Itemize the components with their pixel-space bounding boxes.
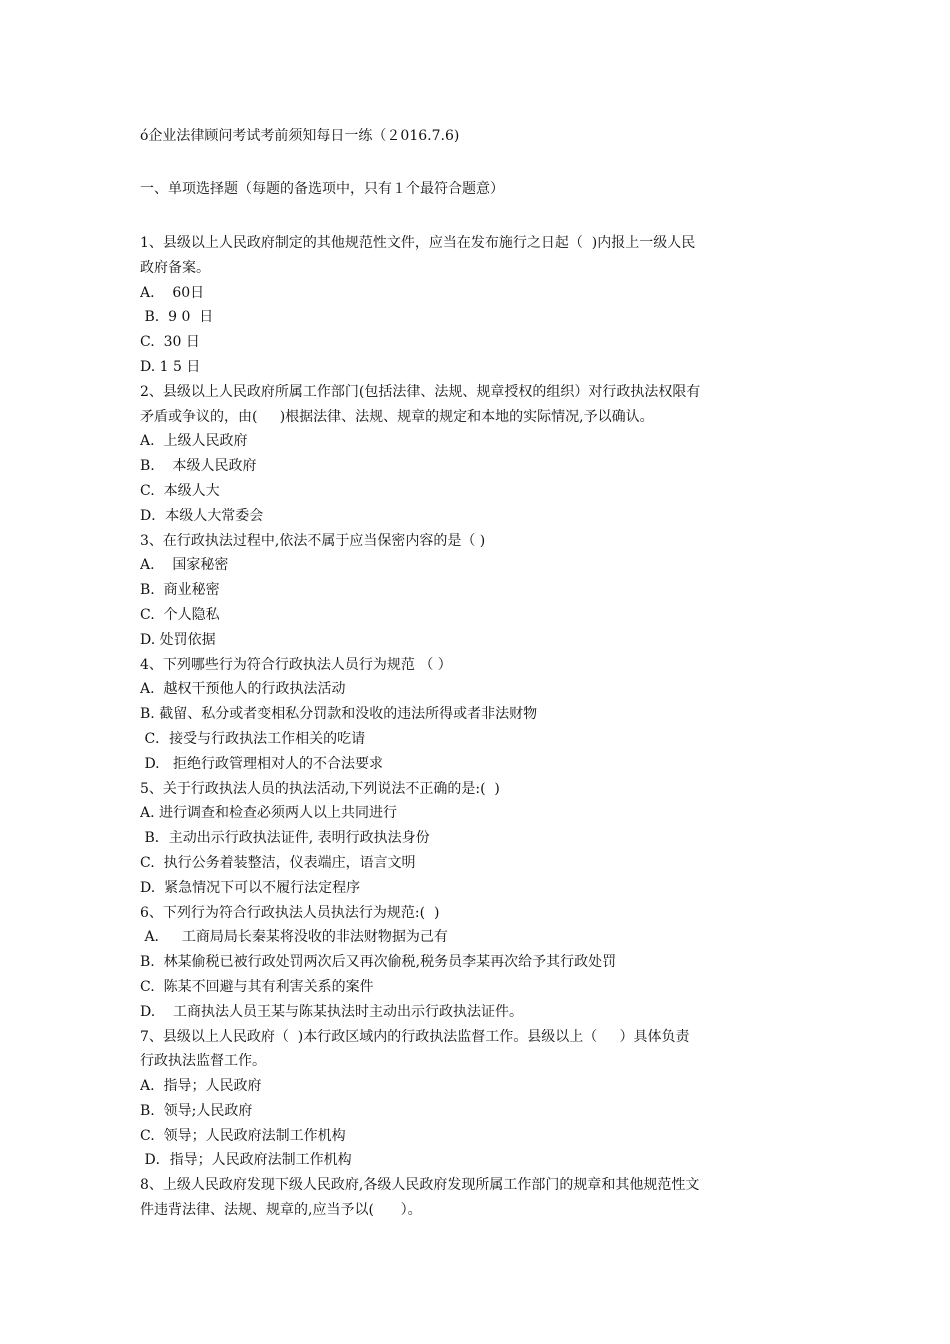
question-item: [140, 231, 830, 380]
answer-option: C. 30 日: [140, 334, 200, 351]
question-item: [140, 653, 830, 777]
question-stem-line: 1、县级以上人民政府制定的其他规范性文件，应当在发布施行之日起（ )内报上一级人民: [140, 235, 696, 251]
answer-option: A. 上级人民政府: [140, 433, 248, 450]
answer-option: C. 执行公务着装整洁，仪表端庄，语言文明: [140, 854, 416, 871]
answer-option: D．本级人大常委会: [140, 507, 264, 524]
question-item: [140, 529, 830, 653]
answer-option: B. 本级人民政府: [140, 458, 257, 475]
answer-option: A． 工商局局长秦某将没收的非法财物据为己有: [140, 929, 448, 946]
section-heading: 一、单项选择题（每题的备选项中，只有１个最符合题意）: [140, 181, 504, 197]
question-stem-line: 8、上级人民政府发现下级人民政府,各级人民政府发现所属工作部门的规章和其他规范性文: [140, 1177, 700, 1194]
answer-option: D．指导；人民政府法制工作机构: [140, 1152, 352, 1169]
answer-option: C．接受与行政执法工作相关的吃请: [140, 730, 366, 747]
question-stem-line: 4、下列哪些行为符合行政执法人员行为规范 （ ）: [140, 656, 452, 673]
question-stem-line: 7、县级以上人民政府（ )本行政区域内的行政执法监督工作。县级以上（ ）具体负责: [140, 1028, 690, 1045]
question-item: [140, 1173, 830, 1223]
answer-option: A. 指导；人民政府: [140, 1078, 262, 1095]
answer-option: C. 本级人大: [140, 482, 220, 499]
answer-option: A. 进行调查和检查必须两人以上共同进行: [140, 805, 398, 822]
question-stem-line: 行政执法监督工作。: [140, 1053, 266, 1070]
question-stem-line: 矛盾或争议的，由( )根据法律、法规、规章的规定和本地的实际情况,予以确认。: [140, 408, 654, 425]
answer-option: D. 工商执法人员王某与陈某执法时主动出示行政执法证件。: [140, 1003, 523, 1020]
answer-option: B．主动出示行政执法证件, 表明行政执法身份: [140, 830, 430, 847]
question-list: [140, 231, 830, 1223]
question-stem-line: 3、在行政执法过程中,依法不属于应当保密内容的是（ ): [140, 532, 486, 549]
answer-option: C. 领导；人民政府法制工作机构: [140, 1127, 346, 1144]
answer-option: B. 9 0 日: [140, 309, 214, 326]
document-body: [140, 124, 830, 1223]
question-stem-line: 6、下列行为符合行政执法人员执法行为规范:( ): [140, 904, 440, 921]
answer-option: D. 处罚依据: [140, 631, 216, 648]
question-stem-line: 件违背法律、法规、规章的,应当予以( ）。: [140, 1202, 422, 1219]
answer-option: B. 领导;人民政府: [140, 1102, 253, 1119]
answer-option: D. 1 5 日: [140, 358, 201, 375]
answer-option: A. 国家秘密: [140, 557, 229, 574]
question-item: [140, 380, 830, 529]
answer-option: D. 紧急情况下可以不履行法定程序: [140, 879, 361, 896]
answer-option: C. 陈某不回避与其有利害关系的案件: [140, 978, 374, 995]
answer-option: A. 60日: [140, 284, 205, 301]
answer-option: A. 越权干预他人的行政执法活动: [140, 681, 346, 698]
question-stem-line: 政府备案。: [140, 259, 210, 276]
answer-option: B. 商业秘密: [140, 582, 220, 599]
answer-option: D. 拒绝行政管理相对人的不合法要求: [140, 755, 383, 772]
question-stem-line: 2、县级以上人民政府所属工作部门(包括法律、法规、规章授权的组织）对行政执法权限有: [140, 383, 701, 400]
answer-option: B. 截留、私分或者变相私分罚款和没收的违法所得或者非法财物: [140, 706, 538, 723]
question-item: [140, 901, 830, 1025]
question-stem-line: 5、关于行政执法人员的执法活动,下列说法不正确的是:( ): [140, 780, 500, 797]
question-item: [140, 777, 830, 901]
answer-option: C. 个人隐私: [140, 606, 220, 623]
document-title: ó企业法律顾问考试考前须知每日一练（２016.7.6): [140, 128, 460, 144]
question-item: [140, 1025, 830, 1174]
answer-option: B. 林某偷税已被行政处罚两次后又再次偷税,税务员李某再次给予其行政处罚: [140, 954, 617, 971]
